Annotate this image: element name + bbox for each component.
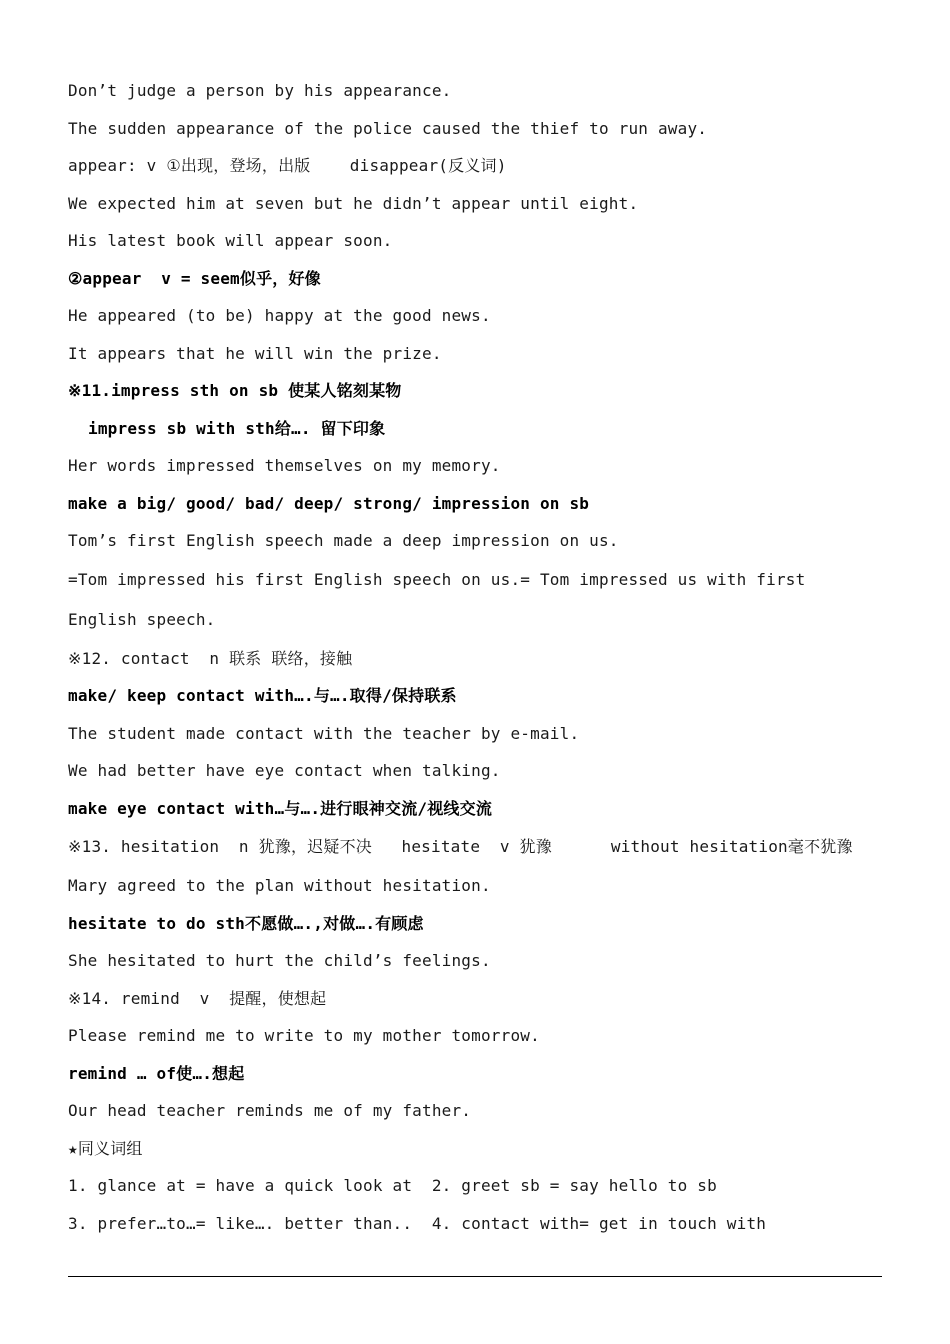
example-sentence: His latest book will appear soon. xyxy=(68,231,393,250)
example-sentence: He appeared (to be) happy at the good news. xyxy=(68,306,491,325)
synonym-list-item: 3. prefer…to…= like…. better than.. 4. contact with= get in touch with xyxy=(68,1213,767,1233)
phrase-heading: remind … of使….想起 xyxy=(68,1063,245,1083)
example-sentence: Her words impressed themselves on my memory. xyxy=(68,456,501,475)
example-sentence: Our head teacher reminds me of my father. xyxy=(68,1101,472,1120)
section-heading: ★同义词组 xyxy=(68,1138,143,1158)
example-sentence: It appears that he will win the prize. xyxy=(68,343,442,363)
vocab-item-13: ※13. hesitation n 犹豫，迟疑不决 hesitate v 犹豫 without hesitation毫不犹豫 xyxy=(68,837,853,856)
example-sentence: Mary agreed to the plan without hesitation. xyxy=(68,876,491,895)
example-sentence: Tom’s first English speech made a deep impression on us. xyxy=(68,531,619,550)
example-sentence: Please remind me to write to my mother tomorrow. xyxy=(68,1026,540,1045)
example-sentence: We expected him at seven but he didn’t appear until eight. xyxy=(68,193,639,213)
phrase-heading: ②appear v = seem似乎，好像 xyxy=(68,268,321,288)
example-sentence: The sudden appearance of the police caused the thief to run away. xyxy=(68,118,708,138)
synonym-list-item: 1. glance at = have a quick look at 2. greet sb = say hello to sb xyxy=(68,1176,717,1195)
footer-divider xyxy=(68,1276,882,1277)
document-body xyxy=(68,72,882,1242)
vocab-item-11: ※11.impress sth on sb 使某人铭刻某物 xyxy=(68,381,402,400)
phrase-heading: impress sb with sth给…. 留下印象 xyxy=(88,418,386,438)
phrase-heading: make a big/ good/ bad/ deep/ strong/ impression on sb xyxy=(68,493,590,513)
phrase-heading: make/ keep contact with….与….取得/保持联系 xyxy=(68,686,457,705)
vocab-item-14: ※14. remind v 提醒，使想起 xyxy=(68,988,327,1008)
example-sentence: Don’t judge a person by his appearance. xyxy=(68,81,452,100)
vocab-item-12: ※12. contact n 联系 联络，接触 xyxy=(68,648,353,668)
phrase-heading: make eye contact with…与….进行眼神交流/视线交流 xyxy=(68,798,493,818)
example-sentence: The student made contact with the teacher by e-mail. xyxy=(68,723,580,743)
definition-line: appear: v ①出现，登场，出版 disappear(反义词) xyxy=(68,156,507,175)
example-sentence: She hesitated to hurt the child’s feelings. xyxy=(68,951,491,970)
example-sentence: =Tom impressed his first English speech on us.= Tom impressed us with first English speech. xyxy=(68,569,816,629)
example-sentence: We had better have eye contact when talking. xyxy=(68,761,501,780)
phrase-heading: hesitate to do sth不愿做….,对做….有顾虑 xyxy=(68,913,424,933)
